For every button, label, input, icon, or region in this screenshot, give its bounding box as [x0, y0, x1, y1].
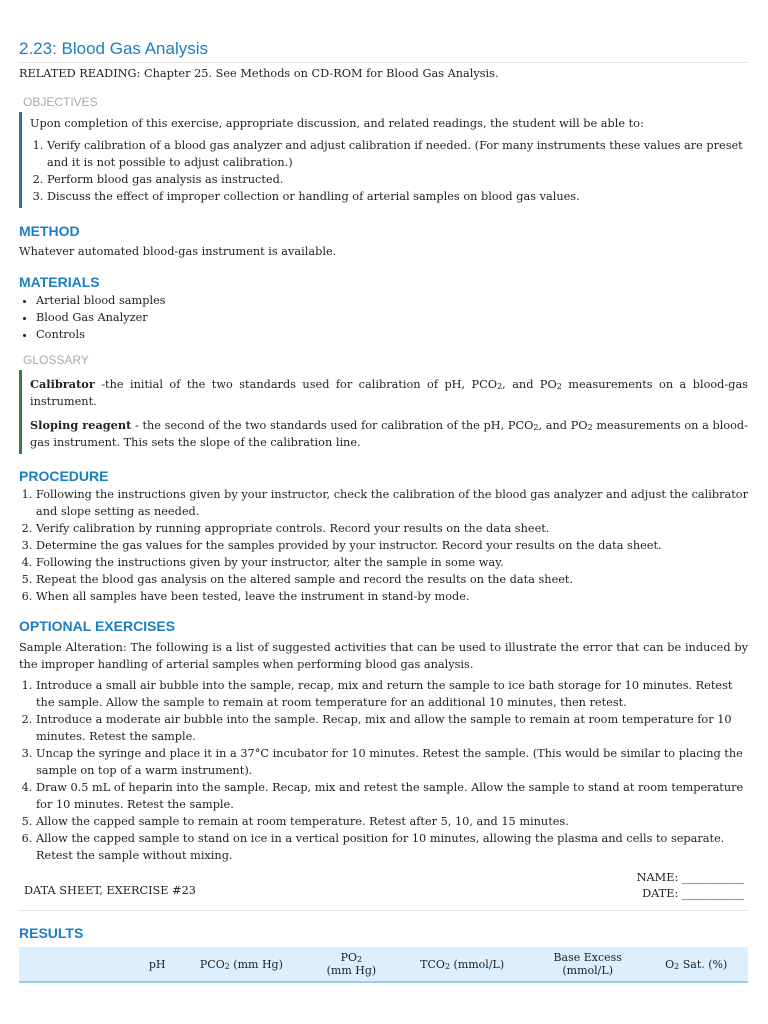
- method-text: Whatever automated blood-gas instrument is available.: [19, 245, 337, 258]
- header-o2-sat: $O_2$ Sat. (%): [644, 947, 748, 982]
- header-blank: [19, 947, 141, 982]
- list-item: • Blood Gas Analyzer: [36, 309, 748, 326]
- glossary-term-calibrator: Calibrator: [30, 377, 95, 391]
- list-item: 6. When all samples have been tested, leave the instrument in stand-by mode.: [36, 588, 748, 605]
- objectives-intro: Upon completion of this exercise, appropriate discussion, and related readings, the student will be able to:: [30, 117, 644, 130]
- data-sheet-label: DATA SHEET, EXERCISE #23: [24, 884, 196, 897]
- materials-heading: MATERIALS: [19, 274, 100, 290]
- list-item: 1. Following the instructions given by your instructor, check the calibration of the blood gas analyzer and adjust the calibrator and slope setting as needed.: [36, 486, 748, 520]
- glossary-sloping-reagent: Sloping reagent - the second of the two standards used for calibration of the pH, $PCO_2$, and $PO_2$ measurements on a blood-gas instrument. This sets the slope of the calibration line.: [30, 418, 748, 449]
- materials-list: [19, 292, 748, 343]
- page-title: 2.23: Blood Gas Analysis: [19, 0, 748, 63]
- objectives-heading: OBJECTIVES: [23, 95, 98, 109]
- date-field-label: DATE: ___________: [642, 887, 744, 900]
- optional-intro: Sample Alteration: The following is a list of suggested activities that can be used to illustrate the error that can be induced by the improper handling of arterial samples when performing blood gas analysis.: [19, 641, 748, 671]
- results-table: [19, 947, 748, 983]
- procedure-list: [19, 486, 748, 605]
- list-item: 3. Uncap the syringe and place it in a 37°C incubator for 10 minutes. Retest the sample. (This would be similar to placing the sample on top of a warm instrument).: [36, 745, 748, 779]
- list-item: • Arterial blood samples: [36, 292, 748, 309]
- list-item: 5. Repeat the blood gas analysis on the altered sample and record the results on the data sheet.: [36, 571, 748, 588]
- table-header-row: [19, 947, 748, 982]
- name-field-label: NAME: ___________: [636, 871, 744, 884]
- header-tco2: $TCO_2$ (mmol/L): [393, 947, 531, 982]
- list-item: 5. Allow the capped sample to remain at room temperature. Retest after 5, 10, and 15 minutes.: [36, 813, 748, 830]
- name-date-block: [637, 870, 744, 902]
- list-item: 4. Draw 0.5 mL of heparin into the sample. Recap, mix and retest the sample. Allow the sample to stand at room temperature for 10 minutes. Retest the sample.: [36, 779, 748, 813]
- list-item: • Controls: [36, 326, 748, 343]
- optional-list: [19, 677, 748, 864]
- related-reading: RELATED READING: Chapter 25. See Methods on CD-ROM for Blood Gas Analysis.: [19, 67, 499, 80]
- glossary-box: [19, 370, 748, 454]
- list-item: 6. Allow the capped sample to stand on ice in a vertical position for 10 minutes, allowing the plasma and cells to separate. Retest the sample without mixing.: [36, 830, 748, 864]
- glossary-calibrator: Calibrator -the initial of the two standards used for calibration of pH, $PCO_2$, and $PO_2$ measurements on a blood-gas instrument.: [30, 377, 748, 408]
- header-base-excess: Base Excess (mmol/L): [531, 947, 644, 982]
- results-heading: RESULTS: [19, 925, 84, 941]
- list-item: 2. Introduce a moderate air bubble into the sample. Recap, mix and allow the sample to remain at room temperature for 10 minutes. Retest the sample.: [36, 711, 748, 745]
- objectives-box: [19, 112, 748, 208]
- procedure-heading: PROCEDURE: [19, 468, 109, 484]
- list-item: 1. Introduce a small air bubble into the sample, recap, mix and return the sample to ice bath storage for 10 minutes. Retest the sample. Allow the sample to remain at room temperature for an additional 10 minutes, then retest.: [36, 677, 748, 711]
- list-item: 3. Determine the gas values for the samples provided by your instructor. Record your results on the data sheet.: [36, 537, 748, 554]
- header-ph: pH: [141, 947, 173, 982]
- header-pco2: $PCO_2$ (mm Hg): [173, 947, 309, 982]
- list-item: 2. Verify calibration by running appropriate controls. Record your results on the data sheet.: [36, 520, 748, 537]
- glossary-term-sloping: Sloping reagent: [30, 418, 132, 432]
- optional-exercises-heading: OPTIONAL EXERCISES: [19, 618, 176, 634]
- objectives-list: [30, 137, 748, 205]
- list-item: 1. Verify calibration of a blood gas analyzer and adjust calibration if needed. (For many instruments these values are preset and it is not possible to adjust calibration.): [47, 137, 748, 171]
- list-item: 2. Perform blood gas analysis as instructed.: [47, 171, 748, 188]
- glossary-heading: GLOSSARY: [23, 353, 89, 367]
- list-item: 3. Discuss the effect of improper collection or handling of arterial samples on blood gas values.: [47, 188, 748, 205]
- data-sheet-header: [19, 870, 748, 911]
- method-heading: METHOD: [19, 223, 80, 239]
- list-item: 4. Following the instructions given by your instructor, alter the sample in some way.: [36, 554, 748, 571]
- header-po2: $PO_2$ (mm Hg): [309, 947, 393, 982]
